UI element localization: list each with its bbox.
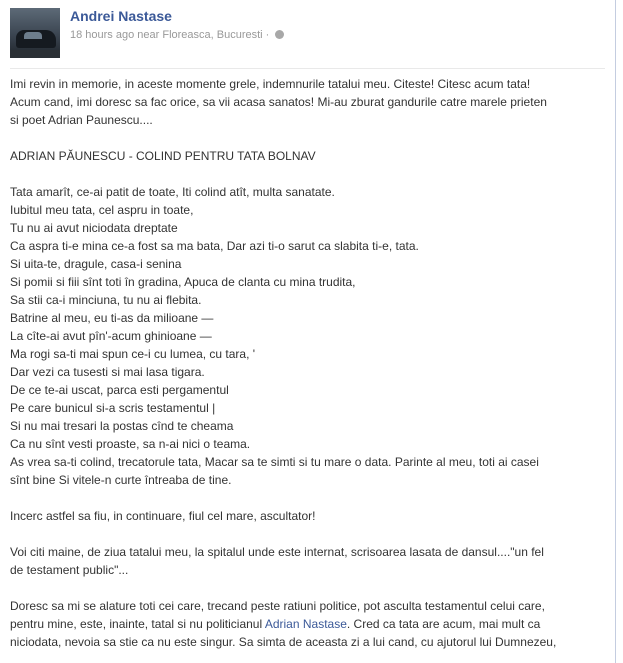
poem-line: Pe care bunicul si-a scris testamentul | <box>10 401 216 415</box>
header-divider <box>10 68 605 69</box>
poem-line: Batrine al meu, eu ti-as da milioane — <box>10 311 214 325</box>
poem-line: De ce te-ai uscat, parca esti pergamentul <box>10 383 229 397</box>
author-name-link[interactable]: Andrei Nastase <box>70 8 172 24</box>
poem-line: Iubitul meu tata, cel aspru in toate, <box>10 203 194 217</box>
final-line <box>10 615 610 633</box>
closing-line: Incerc astfel sa fiu, in continuare, fiul cel mare, ascultator! <box>10 509 316 523</box>
intro-line: Imi revin in memorie, in aceste momente grele, indemnurile tatalui meu. Citeste! Citesc acum tata! <box>10 77 531 91</box>
poem-line: Ma rogi sa-ti mai spun ce-i cu lumea, cu tara, ' <box>10 347 256 361</box>
poem-line: Ca nu sînt vesti proaste, sa n-ai nici o teama. <box>10 437 251 451</box>
testament-line: Voi citi maine, de ziua tatalui meu, la spitalul unde este internat, scrisoarea lasata de dansul...."un fel <box>10 545 544 559</box>
poem-line: As vrea sa-ti colind, trecatorule tata, Macar sa te simti si tu mare o data. Parinte al meu, toti ai casei <box>10 455 539 469</box>
poem-line: Si nu mai tresari la postas cînd te cheama <box>10 419 234 433</box>
mention-link-adrian-nastase[interactable]: Adrian Nastase <box>264 617 347 631</box>
intro-line: Acum cand, imi doresc sa fac orice, sa vii acasa sanatos! Mi-au zburat gandurile catre marele prieten <box>10 95 547 109</box>
poem-line: sînt bine Si vitele-n curte întreaba de tine. <box>10 473 232 487</box>
globe-icon[interactable] <box>275 30 284 39</box>
poem-line: Tata amarît, ce-ai patit de toate, Iti colind atît, multa sanatate. <box>10 185 335 199</box>
poem-line: La cîte-ai avut pîn'-acum ghinioane — <box>10 329 212 343</box>
poem-line: Ca aspra ti-e mina ce-a fost sa ma bata, Dar azi ti-o sarut ca slabita ti-e, tata. <box>10 239 419 253</box>
final-line-text: pentru mine, este, inainte, tatal si nu politicianul <box>10 617 265 631</box>
intro-line: si poet Adrian Paunescu.... <box>10 113 153 127</box>
poem-line: Dar vezi ca tusesti si mai lasa tigara. <box>10 365 205 379</box>
post-meta <box>70 29 284 41</box>
poem-title: ADRIAN PĂUNESCU - COLIND PENTRU TATA BOLNAV <box>10 149 316 163</box>
final-line: niciodata, nevoia sa stie ca nu este singur. Sa simta de aceasta zi a lui cand, cu ajutorul lui Dumnezeu, <box>10 635 557 649</box>
post-header <box>10 8 615 62</box>
poem-line: Si pomii si fiii sînt toti în gradina, Apuca de clanta cu mina trudita, <box>10 275 356 289</box>
poem-line: Sa stii ca-i minciuna, tu nu ai flebita. <box>10 293 202 307</box>
post-body <box>10 75 610 651</box>
poem-line: Tu nu ai avut niciodata dreptate <box>10 221 178 235</box>
author-avatar[interactable] <box>10 8 60 58</box>
final-line: Doresc sa mi se alature toti cei care, trecand peste ratiuni politice, pot asculta testamentul celui care, <box>10 599 545 613</box>
final-line-text: . Cred ca tata are acum, mai mult ca <box>346 617 541 631</box>
post-timestamp-link[interactable]: 18 hours ago near Floreasca, Bucuresti <box>70 29 263 41</box>
testament-line: de testament public"... <box>10 563 129 577</box>
poem-line: Si uita-te, dragule, casa-i senina <box>10 257 182 271</box>
meta-separator: · <box>262 29 273 41</box>
